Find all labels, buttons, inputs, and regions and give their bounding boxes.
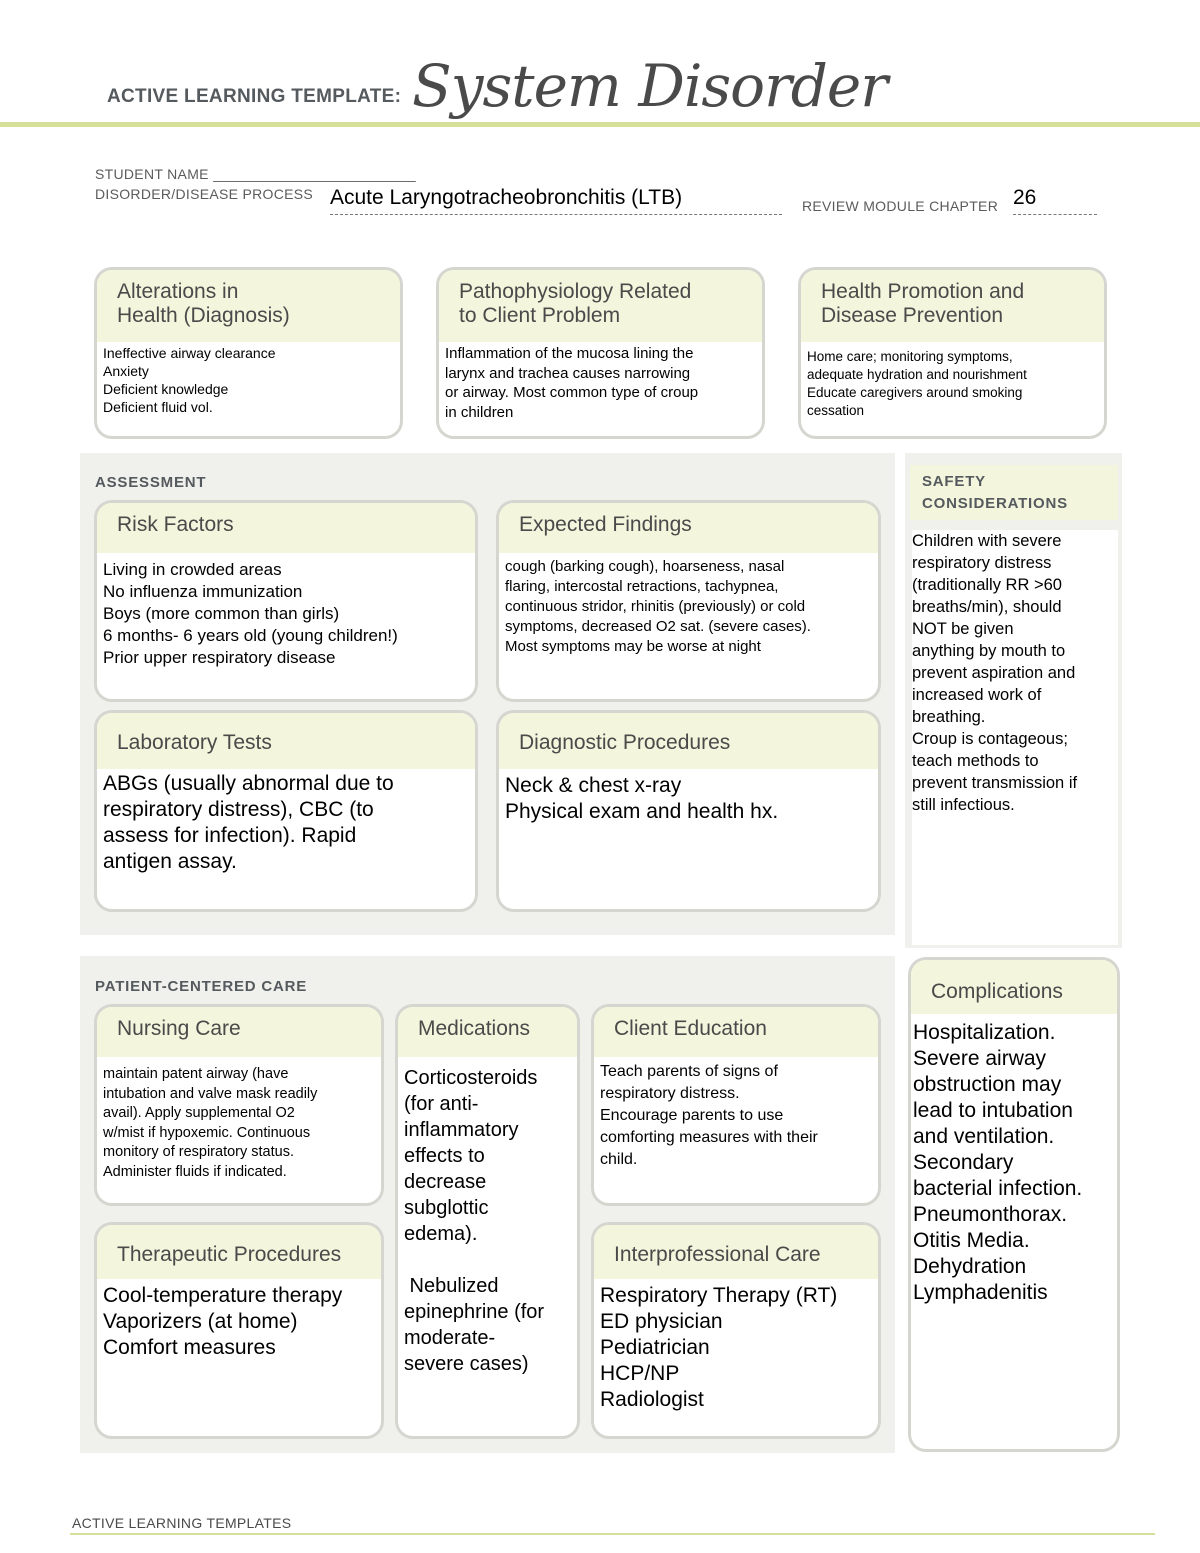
medications-card (395, 1004, 580, 1439)
chapter-label-wrap (802, 198, 998, 216)
diagnostic-procedures-content[interactable]: Neck & chest x-ray Physical exam and health hx. (505, 774, 779, 823)
therapeutic-procedures-content[interactable]: Cool-temperature therapy Vaporizers (at home) Comfort measures (103, 1284, 343, 1359)
risk-factors-title: Risk Factors (97, 503, 475, 553)
health-promotion-card (798, 267, 1107, 439)
pathophysiology-title: Pathophysiology Related to Client Problem (439, 270, 762, 342)
interprofessional-care-title: Interprofessional Care (594, 1225, 878, 1279)
diagnostic-procedures-card (496, 710, 881, 912)
footer-text: ACTIVE LEARNING TEMPLATES (72, 1515, 292, 1531)
patient-centered-care-title: PATIENT-CENTERED CARE (95, 978, 308, 995)
pathophysiology-card (436, 267, 765, 439)
risk-factors-content[interactable]: Living in crowded areas No influenza immunization Boys (more common than girls) 6 months- 6 years old (young children!) Prior upper respiratory disease (103, 560, 398, 667)
footer-divider (70, 1533, 1155, 1535)
chapter-label: REVIEW MODULE CHAPTER (802, 198, 999, 214)
medications-content[interactable]: Corticosteroids (for anti- inflammatory effects to decrease subglottic edema). Nebulized epinephrine (for moderate- severe cases) (404, 1067, 545, 1375)
student-name-row (95, 166, 416, 184)
student-name-field[interactable]: __________________________ (213, 166, 416, 182)
laboratory-tests-content[interactable]: ABGs (usually abnormal due to respiratory distress), CBC (to assess for infection). Rapid antigen assay. (103, 772, 394, 873)
complications-card (908, 957, 1120, 1452)
complications-title: Complications (911, 960, 1117, 1014)
expected-findings-content[interactable]: cough (barking cough), hoarseness, nasal flaring, intercostal retractions, tachypnea, continuous stridor, rhinitis (previously) or cold symptoms, decreased O2 sat. (severe cases). Most symptoms may be worse at night (505, 558, 811, 655)
client-education-content[interactable]: Teach parents of signs of respiratory distress. Encourage parents to use comforting measures with their child. (600, 1063, 818, 1168)
nursing-care-card (94, 1004, 384, 1206)
disorder-label: DISORDER/DISEASE PROCESS (95, 186, 314, 202)
laboratory-tests-title: Laboratory Tests (97, 713, 475, 769)
interprofessional-care-card (591, 1222, 881, 1439)
pathophysiology-content[interactable]: Inflammation of the mucosa lining the larynx and trachea causes narrowing or airway. Most common type of croup in children (445, 345, 699, 421)
expected-findings-title: Expected Findings (499, 503, 878, 553)
interprofessional-care-content[interactable]: Respiratory Therapy (RT) ED physician Pediatrician HCP/NP Radiologist (600, 1284, 838, 1411)
header-divider (0, 122, 1200, 127)
alterations-title: Alterations in Health (Diagnosis) (97, 270, 400, 342)
laboratory-tests-card (94, 710, 478, 912)
disorder-row (95, 186, 313, 204)
alterations-card (94, 267, 403, 439)
safety-content[interactable]: Children with severe respiratory distress (traditionally RR >60 breaths/min), should NOT be given anything by mouth to prevent aspiration and increased work of breathing. Croup is contageous; teach methods to prevent transmission if still infectious. (912, 530, 1118, 945)
medications-title: Medications (398, 1007, 577, 1057)
health-promotion-content[interactable]: Home care; monitoring symptoms, adequate hydration and nourishment Educate caregivers around smoking cessation (807, 349, 1027, 418)
nursing-care-content[interactable]: maintain patent airway (have intubation and valve mask readily avail). Apply supplemental O2 w/mist if hypoxemic. Continuous monitory of respiratory status. Administer fluids if indicated. (103, 1066, 318, 1180)
client-education-card (591, 1004, 881, 1206)
therapeutic-procedures-card (94, 1222, 384, 1439)
client-education-title: Client Education (594, 1007, 878, 1057)
disorder-field[interactable] (330, 186, 782, 215)
chapter-value: 26 (1013, 186, 1037, 209)
template-label: ACTIVE LEARNING TEMPLATE: (107, 86, 402, 107)
diagnostic-procedures-title: Diagnostic Procedures (499, 713, 878, 769)
therapeutic-procedures-title: Therapeutic Procedures (97, 1225, 381, 1279)
complications-content[interactable]: Hospitalization. Severe airway obstruction may lead to intubation and ventilation. Secondary bacterial infection. Pneumonthorax. Otitis Media. Dehydration Lymphadenitis (913, 1021, 1083, 1304)
disorder-value: Acute Laryngotracheobronchitis (LTB) (330, 186, 683, 209)
expected-findings-card (496, 500, 881, 702)
alterations-content[interactable]: Ineffective airway clearance Anxiety Deficient knowledge Deficient fluid vol. (103, 345, 276, 415)
page-title: System Disorder (412, 52, 887, 120)
health-promotion-title: Health Promotion and Disease Prevention (801, 270, 1104, 342)
assessment-title: ASSESSMENT (95, 474, 207, 491)
risk-factors-card (94, 500, 478, 702)
chapter-field[interactable] (1013, 186, 1097, 215)
nursing-care-title: Nursing Care (97, 1007, 381, 1057)
student-name-label: STUDENT NAME (95, 166, 209, 182)
safety-title: SAFETY CONSIDERATIONS (910, 465, 1118, 520)
